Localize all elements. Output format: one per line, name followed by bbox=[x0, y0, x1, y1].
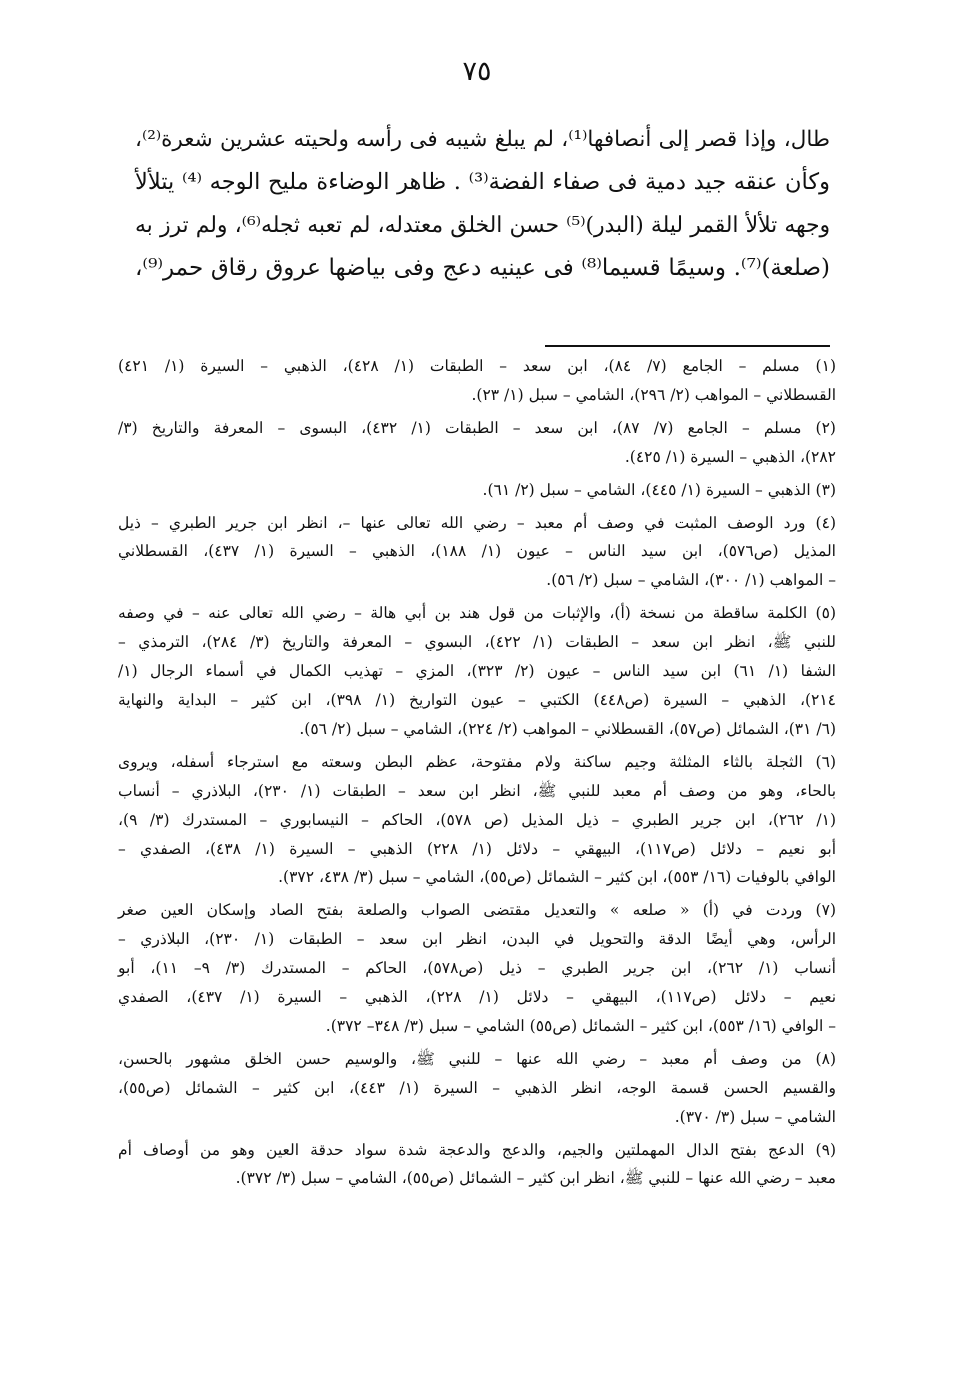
footnote-line: الوافي بالوفيات (١٦/ ٥٥٣)، ابن كثير – الشمائل (ص٥٥)، الشامي – سبل (٣/ ٤٣٨، ٣٧٢). bbox=[278, 868, 836, 887]
footnote-line: (٤) ورد الوصف المثبت في وصف أم معبد – رضي الله تعالى عنها –، انظر ابن جرير الطبري – ذيل bbox=[118, 513, 836, 532]
footnote-line: للنبي ﷺ، انظر ابن سعد – الطبقات (١/ ٤٢٢)، البسوي – المعرفة والتاريخ (٣/ ٢٨٤)، الترمذي – bbox=[118, 633, 836, 652]
footnote-line: ٢٨٢)، الذهبي – السيرة (١/ ٤٢٥). bbox=[624, 447, 836, 466]
footnote-3 bbox=[118, 476, 836, 505]
footnote-line: ٢١٤)، الذهبي – السيرة (ص٤٤٨) الكتبي – عيون التواريخ (١/ ٣٩٨)، ابن كثير – البداية والنهاية bbox=[118, 690, 836, 709]
footnote-line: والقسيم الحسن قسمة الوجه، انظر الذهبي – السيرة (١/ ٤٤٣)، ابن كثير – الشمائل (ص٥٥)، bbox=[118, 1078, 836, 1097]
footnote-separator bbox=[545, 345, 830, 347]
main-body-text bbox=[135, 118, 830, 290]
footnote-line: (١/ ٢٦٢)، ابن جرير الطبري – ذيل المذيل (ص ٥٧٨)، الحاكم – النيسابوري – المستدرك (٣/ ٩)، bbox=[118, 810, 836, 829]
footnote-line: (٦/ ٣١)، الشمائل (ص٥٧)، القسطلاني – المواهب (٢/ ٢٢٤)، الشامي – سبل (٢/ ٥٦). bbox=[299, 719, 836, 738]
footnote-7 bbox=[118, 896, 836, 1041]
body-line: وجهه تلألأ القمر ليلة (البدر)⁽⁵⁾ حسن الخلق معتدله، لم تعبه ثجله⁽⁶⁾، ولم ترز به bbox=[135, 213, 830, 238]
footnote-line: (١) مسلم – الجامع (٧/ ٨٤)، ابن سعد – الطبقات (١/ ٤٢٨)، الذهبي – السيرة (١/ ٤٢١) bbox=[118, 357, 836, 375]
footnote-line: (٧) وردت في (أ) « صلعه » والتعديل مقتضى الصواب والصلعة بفتح الصاد وإسكان العين صغر bbox=[118, 901, 836, 920]
footnote-line: – الوافي (١٦/ ٥٥٣)، ابن كثير – الشمائل (ص٥٥) الشامي – سبل (٣/ ٣٤٨– ٣٧٢). bbox=[325, 1016, 836, 1035]
body-line: طال، وإذا قصر إلى أنصافها⁽¹⁾، لم يبلغ شيبه فى رأسه ولحيته عشرين شعرة⁽²⁾، bbox=[135, 127, 830, 152]
page-number: ٧٥ bbox=[462, 56, 492, 87]
footnote-line: الشفا (١/ ٦١) ابن سيد الناس – عيون (٢/ ٣٢٣)، المزي – تهذيب الكمال في أسماء الرجال (١/ bbox=[118, 662, 836, 681]
footnote-line: القسطلاني – المواهب (٢/ ٢٩٦)، الشامي – سبل (١/ ٢٣). bbox=[471, 385, 836, 404]
footnote-1 bbox=[118, 352, 836, 410]
footnote-line: (٣) الذهبي – السيرة (١/ ٤٤٥)، الشامي – سبل (٢/ ٦١). bbox=[482, 480, 836, 499]
footnote-line: المذيل (ص٥٧٦)، ابن سيد الناس – عيون (١/ ١٨٨)، الذهبي – السيرة (١/ ٤٣٧)، القسطلاني bbox=[118, 542, 836, 561]
footnote-9 bbox=[118, 1136, 836, 1194]
footnote-6 bbox=[118, 748, 836, 893]
footnote-line: أبو نعيم – دلائل (ص١١٧)، البيهقي – دلائل (١/ ٢٢٨) الذهبي – السيرة (١/ ٤٣٨)، الصفدي – bbox=[118, 839, 837, 858]
footnote-line: (٢) مسلم – الجامع (٧/ ٨٧)، ابن سعد – الطبقات (١/ ٤٣٢)، البسوى – المعرفة والتاريخ (٣/ bbox=[118, 418, 836, 437]
footnote-line: الرأس، وهي أيضًا الدقة والتحويل في البدن، انظر ابن سعد – الطبقات (١/ ٢٣٠)، البلاذري – bbox=[118, 930, 836, 949]
footnote-line: بالحاء، وهو من وصف أم معبد للنبي ﷺ، انظر ابن سعد – الطبقات (١/ ٢٣٠)، البلاذري – أنساب bbox=[118, 781, 837, 800]
footnote-5 bbox=[118, 599, 836, 744]
footnote-line: (٨) من وصف أم معبد – رضي الله عنها – للنبي ﷺ، والوسيم حسن الخلق مشهور بالحسن، bbox=[118, 1049, 836, 1068]
footnote-8 bbox=[118, 1045, 836, 1132]
footnote-4 bbox=[118, 509, 836, 596]
footnote-line: معبد – رضي الله عنها – للنبي ﷺ، انظر ابن كثير – الشمائل (ص٥٥)، الشامي – سبل (٣/ ٣٧٢). bbox=[235, 1169, 836, 1188]
footnote-line: (٩) الدعج بفتح الدال المهملتين والجيم، والدعج والدعجة شدة سواد حدقة العين وهو من أوصاف أم bbox=[118, 1140, 836, 1159]
footnote-2 bbox=[118, 414, 836, 472]
body-line: وكأن عنقه جيد دمية فى صفاء الفضة⁽³⁾ . ظاهر الوضاءة مليح الوجه ⁽⁴⁾ يتلألأ bbox=[135, 169, 830, 195]
footnotes-section bbox=[118, 352, 836, 1197]
body-line: (صلعة)⁽⁷⁾. وسيمًا قسيما⁽⁸⁾ فى عينيه دعج وفى بياضها عروق رقاق حمر⁽⁹⁾، bbox=[135, 255, 830, 281]
footnote-line: الشامي – سبل (٣/ ٣٧٠). bbox=[674, 1107, 836, 1126]
footnote-line: أنساب (١/ ٢٦٢)، ابن جرير الطبري – ذيل (ص٥٧٨)، الحاكم – المستدرك (٣/ ٩– ١١)، أبو bbox=[118, 959, 836, 978]
footnote-line: (٦) الثجلة بالثاء المثلثة وجيم ساكنة ولام مفتوحة، عظم البطن وسعته مع استرجاء أسفله، ويروى bbox=[118, 752, 836, 771]
footnote-line: نعيم – دلائل (ص١١٧)، البيهقي – دلائل (١/ ٢٢٨)، الذهبي – السيرة (١/ ٤٣٧)، الصفدي bbox=[118, 988, 837, 1007]
footnote-line: – المواهب (١/ ٣٠٠)، الشامي – سبل (٢/ ٥٦). bbox=[546, 571, 836, 590]
footnote-line: (٥) الكلمة ساقطة من نسخة (أ)، والإثبات من قول هند بن أبي هالة – رضي الله تعالى عنه – في وصفه bbox=[118, 604, 836, 623]
